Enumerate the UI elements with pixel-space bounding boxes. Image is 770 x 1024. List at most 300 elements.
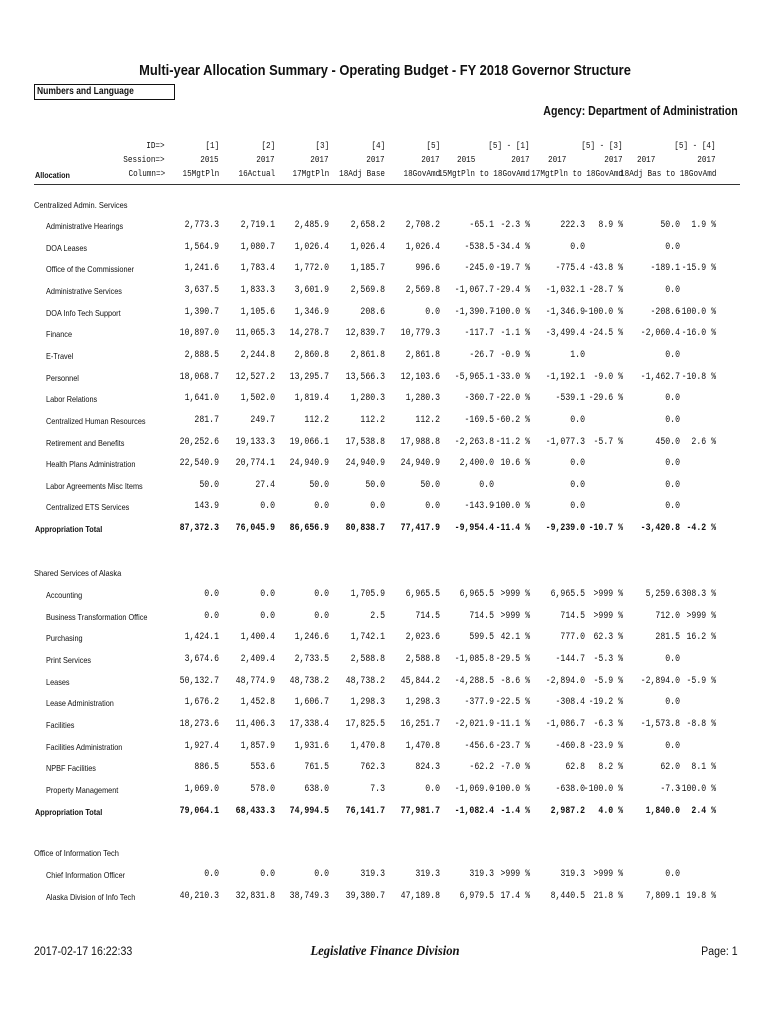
cell-value: 0.0	[570, 458, 585, 470]
cell-value: -4,288.5	[454, 675, 494, 687]
allocation-name: Accounting	[46, 590, 83, 600]
header-col-session: 2015	[200, 155, 219, 165]
cell-value: 0.0	[665, 241, 680, 253]
allocation-name: Leases	[46, 676, 70, 687]
cell-value: -100.0 %	[676, 306, 716, 318]
cell-value: 6,965.5	[459, 589, 494, 600]
cell-value: -29.4 %	[495, 284, 530, 296]
cell-value: 21.8 %	[593, 890, 623, 902]
cell-value: -10.8 %	[681, 371, 716, 383]
cell-value: 0.0	[204, 869, 219, 880]
cell-value: 0.0	[260, 501, 275, 513]
cell-value: 1,026.4	[405, 241, 440, 253]
cell-value: 1,390.7	[184, 306, 219, 318]
cell-value: -23.9 %	[588, 740, 623, 752]
cell-value: 2,023.6	[405, 632, 440, 644]
cell-value: -208.6	[650, 306, 680, 318]
allocation-name: Business Transformation Office	[46, 611, 148, 622]
cell-value: -19.2 %	[588, 697, 623, 709]
cell-value: 0.0	[665, 869, 680, 880]
cell-value: 1,470.8	[350, 740, 385, 752]
section-title: Office of Information Tech	[34, 848, 119, 858]
allocation-name: Retirement and Benefits	[46, 437, 125, 448]
cell-value: -1,032.1	[545, 284, 585, 296]
cell-value: -22.5 %	[495, 697, 530, 709]
cell-value: 1,400.4	[240, 632, 275, 644]
cell-value: 14,278.7	[289, 328, 329, 340]
cell-value: 0.0	[314, 610, 329, 622]
report-title: Multi-year Allocation Summary - Operating Budget - FY 2018 Governor Structure	[139, 62, 631, 79]
cell-value: -1,462.7	[640, 371, 680, 383]
cell-value: -8.8 %	[686, 718, 716, 730]
cell-value: -23.7 %	[495, 740, 530, 752]
cell-value: 249.7	[250, 414, 275, 426]
allocation-name: Facilities Administration	[46, 741, 123, 752]
cell-value: 2,733.5	[294, 653, 329, 665]
cell-value: 2.6 %	[691, 436, 716, 448]
cell-value: 0.0	[665, 740, 680, 752]
cell-value: 18,273.6	[179, 718, 219, 730]
cell-value: 112.2	[360, 414, 385, 426]
cell-value: 77,417.9	[400, 523, 440, 535]
cell-value: 222.3	[560, 220, 585, 231]
cell-value: 8.9 %	[598, 220, 623, 231]
cell-value: -2,894.0	[640, 675, 680, 687]
cell-value: -538.5	[464, 241, 494, 253]
header-col-session: 2017	[366, 155, 385, 165]
cell-value: 1,280.3	[405, 393, 440, 405]
cell-value: 2,400.0	[459, 458, 494, 470]
cell-value: 39,380.7	[345, 890, 385, 902]
cell-value: -100.0 %	[676, 783, 716, 795]
cell-value: 2.5	[370, 610, 385, 622]
cell-value: 24,940.9	[289, 458, 329, 470]
cell-value: 0.0	[570, 501, 585, 513]
cell-value: -1.4 %	[500, 805, 530, 817]
allocation-name: Print Services	[46, 654, 92, 665]
cell-value: -100.0 %	[490, 306, 530, 318]
header-diff-id: [5] - [3]	[581, 141, 623, 151]
cell-value: 1,026.4	[294, 241, 329, 253]
cell-value: 1,783.4	[240, 263, 275, 275]
cell-value: 20,252.6	[179, 436, 219, 448]
cell-value: -5.9 %	[686, 675, 716, 687]
allocation-name: Purchasing	[46, 633, 83, 644]
cell-value: 0.0	[665, 458, 680, 470]
header-divider	[34, 184, 740, 185]
cell-value: 0.0	[665, 414, 680, 426]
cell-value: 319.3	[560, 869, 585, 880]
cell-value: 0.0	[260, 589, 275, 600]
appropriation-total-label: Appropriation Total	[35, 806, 103, 817]
cell-value: -5,965.1	[454, 371, 494, 383]
header-col-name: 17MgtPln	[292, 169, 329, 179]
cell-value: 50.0	[420, 479, 440, 491]
header-diff-session-left: 2017	[637, 155, 656, 165]
header-col-name: 18GovAmd	[403, 169, 440, 179]
cell-value: 6,965.5	[405, 589, 440, 600]
cell-value: 20,774.1	[235, 458, 275, 470]
cell-value: 2,888.5	[184, 349, 219, 361]
cell-value: -11.4 %	[495, 523, 530, 535]
cell-value: 1,470.8	[405, 740, 440, 752]
cell-value: 45,844.2	[400, 675, 440, 687]
cell-value: 19,066.1	[289, 436, 329, 448]
cell-value: 112.2	[415, 414, 440, 426]
allocation-name: Labor Relations	[46, 394, 98, 405]
cell-value: 11,406.3	[235, 718, 275, 730]
cell-value: 1,069.0	[184, 783, 219, 795]
cell-value: 1.9 %	[691, 220, 716, 231]
cell-value: 7.3	[370, 783, 385, 795]
cell-value: 2,569.8	[405, 284, 440, 296]
cell-value: 24,940.9	[345, 458, 385, 470]
cell-value: -11.2 %	[495, 436, 530, 448]
cell-value: 19.8 %	[686, 890, 716, 902]
cell-value: 1,280.3	[350, 393, 385, 405]
cell-value: 38,749.3	[289, 890, 329, 902]
cell-value: -2,894.0	[545, 675, 585, 687]
cell-value: >999 %	[593, 869, 623, 880]
cell-value: 62.8	[565, 762, 585, 774]
cell-value: 50.0	[199, 479, 219, 491]
cell-value: 17.4 %	[500, 890, 530, 902]
cell-value: -3,499.4	[545, 328, 585, 340]
cell-value: 308.3 %	[681, 589, 716, 600]
cell-value: 0.0	[204, 589, 219, 600]
cell-value: 712.0	[655, 610, 680, 622]
cell-value: -24.5 %	[588, 328, 623, 340]
cell-value: -15.9 %	[681, 263, 716, 275]
cell-value: -34.4 %	[495, 241, 530, 253]
allocation-name: Centralized ETS Services	[46, 502, 130, 513]
cell-value: -29.5 %	[495, 653, 530, 665]
cell-value: 0.0	[665, 653, 680, 665]
header-diff-name: 15MgtPln to 18GovAmd	[438, 169, 530, 179]
cell-value: 0.0	[479, 479, 494, 491]
cell-value: -22.0 %	[495, 393, 530, 405]
cell-value: 10,779.3	[400, 328, 440, 340]
section-title: Shared Services of Alaska	[34, 568, 122, 578]
cell-value: -189.1	[650, 263, 680, 275]
cell-value: 19,133.3	[235, 436, 275, 448]
cell-value: 50,132.7	[179, 675, 219, 687]
cell-value: 48,738.2	[345, 675, 385, 687]
cell-value: 87,372.3	[179, 523, 219, 535]
allocation-name: Health Plans Administration	[46, 459, 136, 470]
header-col-id: [2]	[261, 141, 275, 151]
cell-value: 4.0 %	[598, 805, 623, 817]
cell-value: 714.5	[415, 610, 440, 622]
cell-value: 0.0	[314, 869, 329, 880]
cell-value: 32,831.8	[235, 890, 275, 902]
cell-value: -460.8	[555, 740, 585, 752]
cell-value: -775.4	[555, 263, 585, 275]
cell-value: 1,927.4	[184, 740, 219, 752]
header-col-session: 2017	[310, 155, 329, 165]
cell-value: 3,601.9	[294, 284, 329, 296]
cell-value: 1,840.0	[645, 805, 680, 817]
cell-value: 86,656.9	[289, 523, 329, 535]
cell-value: -1,069.0	[454, 783, 494, 795]
cell-value: 50.0	[660, 220, 680, 231]
cell-value: 17,825.5	[345, 718, 385, 730]
allocation-header: Allocation	[35, 170, 70, 180]
cell-value: 599.5	[469, 632, 494, 644]
cell-value: 2,987.2	[550, 805, 585, 817]
allocation-name: Chief Information Officer	[46, 870, 126, 880]
cell-value: >999 %	[500, 589, 530, 600]
allocation-name: Office of the Commissioner	[46, 264, 135, 275]
cell-value: 281.5	[655, 632, 680, 644]
cell-value: 24,940.9	[400, 458, 440, 470]
section-title: Centralized Admin. Services	[34, 200, 128, 210]
cell-value: 74,994.5	[289, 805, 329, 817]
cell-value: -4.2 %	[686, 523, 716, 535]
cell-value: 17,538.8	[345, 436, 385, 448]
cell-value: -5.3 %	[593, 653, 623, 665]
cell-value: -1,192.1	[545, 371, 585, 383]
header-diff-session-right: 2017	[697, 155, 716, 165]
allocation-name: DOA Info Tech Support	[46, 307, 121, 318]
cell-value: -360.7	[464, 393, 494, 405]
cell-value: >999 %	[500, 610, 530, 622]
cell-value: 2,588.8	[350, 653, 385, 665]
header-key-session: Session=>	[123, 155, 165, 165]
cell-value: 0.0	[314, 589, 329, 600]
header-col-id: [4]	[371, 141, 385, 151]
cell-value: 12,527.2	[235, 371, 275, 383]
cell-value: 0.0	[370, 501, 385, 513]
header-col-session: 2017	[421, 155, 440, 165]
cell-value: 143.9	[194, 501, 219, 513]
cell-value: 0.0	[260, 869, 275, 880]
allocation-name: Facilities	[46, 719, 75, 730]
cell-value: -1.1 %	[500, 328, 530, 340]
cell-value: 22,540.9	[179, 458, 219, 470]
cell-value: -60.2 %	[495, 414, 530, 426]
cell-value: 319.3	[469, 869, 494, 880]
cell-value: 2,860.8	[294, 349, 329, 361]
cell-value: -3,420.8	[640, 523, 680, 535]
cell-value: 10.6 %	[500, 458, 530, 470]
cell-value: 2,658.2	[350, 220, 385, 231]
cell-value: -245.0	[464, 263, 494, 275]
cell-value: 11,065.3	[235, 328, 275, 340]
cell-value: -539.1	[555, 393, 585, 405]
cell-value: 6,979.5	[459, 890, 494, 902]
cell-value: 80,838.7	[345, 523, 385, 535]
cell-value: 68,433.3	[235, 805, 275, 817]
agency-label: Agency: Department of Administration	[543, 104, 738, 118]
cell-value: 281.7	[194, 414, 219, 426]
cell-value: -100.0 %	[583, 783, 623, 795]
cell-value: 8.2 %	[598, 762, 623, 774]
cell-value: -1,082.4	[454, 805, 494, 817]
cell-value: -9.0 %	[593, 371, 623, 383]
cell-value: 3,637.5	[184, 284, 219, 296]
appropriation-total-label: Appropriation Total	[35, 524, 103, 535]
cell-value: -638.0	[555, 783, 585, 795]
cell-value: 1,298.3	[405, 697, 440, 709]
cell-value: -2,263.8	[454, 436, 494, 448]
allocation-name: Centralized Human Resources	[46, 415, 146, 426]
cell-value: -1,573.8	[640, 718, 680, 730]
header-diff-session-right: 2017	[604, 155, 623, 165]
cell-value: -143.9	[464, 501, 494, 513]
cell-value: 1,705.9	[350, 589, 385, 600]
cell-value: -456.6	[464, 740, 494, 752]
cell-value: -308.4	[555, 697, 585, 709]
cell-value: -7.3	[660, 783, 680, 795]
cell-value: 824.3	[415, 762, 440, 774]
cell-value: 1,857.9	[240, 740, 275, 752]
cell-value: 2,861.8	[350, 349, 385, 361]
cell-value: 76,045.9	[235, 523, 275, 535]
allocation-name: Finance	[46, 329, 73, 340]
header-diff-name: 18Adj Bas to 18GovAmd	[619, 169, 716, 179]
footer-timestamp: 2017-02-17 16:22:33	[34, 946, 133, 958]
cell-value: 10,897.0	[179, 328, 219, 340]
cell-value: >999 %	[686, 610, 716, 622]
cell-value: 886.5	[194, 762, 219, 774]
header-col-name: 15MgtPln	[182, 169, 219, 179]
cell-value: 76,141.7	[345, 805, 385, 817]
cell-value: 1,185.7	[350, 263, 385, 275]
cell-value: 0.0	[425, 306, 440, 318]
cell-value: -6.3 %	[593, 718, 623, 730]
cell-value: 5,259.6	[645, 589, 680, 600]
cell-value: 0.0	[665, 479, 680, 491]
cell-value: 13,295.7	[289, 371, 329, 383]
header-diff-session-right: 2017	[511, 155, 530, 165]
cell-value: 1,080.7	[240, 241, 275, 253]
header-col-id: [3]	[315, 141, 329, 151]
cell-value: >999 %	[593, 589, 623, 600]
cell-value: 1,819.4	[294, 393, 329, 405]
cell-value: 762.3	[360, 762, 385, 774]
cell-value: -169.5	[464, 414, 494, 426]
cell-value: -2,060.4	[640, 328, 680, 340]
cell-value: 0.0	[425, 501, 440, 513]
cell-value: 0.0	[204, 610, 219, 622]
cell-value: 450.0	[655, 436, 680, 448]
cell-value: 62.0	[660, 762, 680, 774]
cell-value: -2,021.9	[454, 718, 494, 730]
header-diff-id: [5] - [4]	[674, 141, 716, 151]
cell-value: 1,026.4	[350, 241, 385, 253]
cell-value: 17,988.8	[400, 436, 440, 448]
cell-value: 12,103.6	[400, 371, 440, 383]
cell-value: 40,210.3	[179, 890, 219, 902]
cell-value: 777.0	[560, 632, 585, 644]
allocation-name: Administrative Hearings	[46, 221, 124, 231]
cell-value: 62.3 %	[593, 632, 623, 644]
header-key-column: Column=>	[128, 169, 165, 179]
cell-value: -5.7 %	[593, 436, 623, 448]
cell-value: 1,424.1	[184, 632, 219, 644]
cell-value: 761.5	[304, 762, 329, 774]
allocation-name: Labor Agreements Misc Items	[46, 480, 143, 491]
cell-value: -1,346.9	[545, 306, 585, 318]
header-col-session: 2017	[256, 155, 275, 165]
cell-value: -377.9	[464, 697, 494, 709]
cell-value: 2,588.8	[405, 653, 440, 665]
cell-value: 0.0	[425, 783, 440, 795]
cell-value: 0.0	[570, 241, 585, 253]
cell-value: -7.0 %	[500, 762, 530, 774]
cell-value: 1,676.2	[184, 697, 219, 709]
cell-value: -0.9 %	[500, 349, 530, 361]
cell-value: 1,241.6	[184, 263, 219, 275]
cell-value: 714.5	[469, 610, 494, 622]
cell-value: 0.0	[570, 414, 585, 426]
cell-value: 2,569.8	[350, 284, 385, 296]
cell-value: 1,931.6	[294, 740, 329, 752]
cell-value: 47,189.8	[400, 890, 440, 902]
cell-value: -10.7 %	[588, 523, 623, 535]
cell-value: 79,064.1	[179, 805, 219, 817]
cell-value: 0.0	[665, 501, 680, 513]
cell-value: 18,068.7	[179, 371, 219, 383]
cell-value: -65.1	[469, 220, 494, 231]
cell-value: >999 %	[593, 610, 623, 622]
cell-value: 2,244.8	[240, 349, 275, 361]
allocation-name: NPBF Facilities	[46, 763, 96, 774]
cell-value: 0.0	[665, 284, 680, 296]
allocation-name: DOA Leases	[46, 242, 88, 253]
header-diff-session-left: 2017	[548, 155, 567, 165]
cell-value: -16.0 %	[681, 328, 716, 340]
cell-value: -29.6 %	[588, 393, 623, 405]
cell-value: -9,239.0	[545, 523, 585, 535]
cell-value: 0.0	[665, 393, 680, 405]
cell-value: 1,298.3	[350, 697, 385, 709]
cell-value: -62.2	[469, 762, 494, 774]
cell-value: 553.6	[250, 762, 275, 774]
footer-page-number: Page: 1	[701, 946, 738, 958]
cell-value: 17,338.4	[289, 718, 329, 730]
cell-value: 0.0	[260, 610, 275, 622]
header-key-id: ID=>	[146, 141, 165, 151]
cell-value: 8,440.5	[550, 890, 585, 902]
cell-value: 1,833.3	[240, 284, 275, 296]
cell-value: 50.0	[365, 479, 385, 491]
cell-value: -1,067.7	[454, 284, 494, 296]
cell-value: -8.6 %	[500, 675, 530, 687]
cell-value: -26.7	[469, 349, 494, 361]
cell-value: 1,346.9	[294, 306, 329, 318]
allocation-name: E-Travel	[46, 350, 74, 361]
numbers-language-label: Numbers and Language	[37, 86, 134, 97]
cell-value: -11.1 %	[495, 718, 530, 730]
cell-value: 77,981.7	[400, 805, 440, 817]
cell-value: -100.0 %	[490, 783, 530, 795]
header-diff-session-left: 2015	[457, 155, 476, 165]
cell-value: 2,409.4	[240, 653, 275, 665]
cell-value: 6,965.5	[550, 589, 585, 600]
cell-value: -100.0 %	[583, 306, 623, 318]
cell-value: 1,502.0	[240, 393, 275, 405]
cell-value: 48,774.9	[235, 675, 275, 687]
header-diff-name: 17MgtPln to 18GovAmd	[531, 169, 623, 179]
header-diff-id: [5] - [1]	[488, 141, 530, 151]
cell-value: 27.4	[255, 479, 275, 491]
header-col-name: 16Actual	[238, 169, 275, 179]
cell-value: -28.7 %	[588, 284, 623, 296]
cell-value: 2,861.8	[405, 349, 440, 361]
header-col-name: 18Adj Base	[339, 169, 385, 179]
